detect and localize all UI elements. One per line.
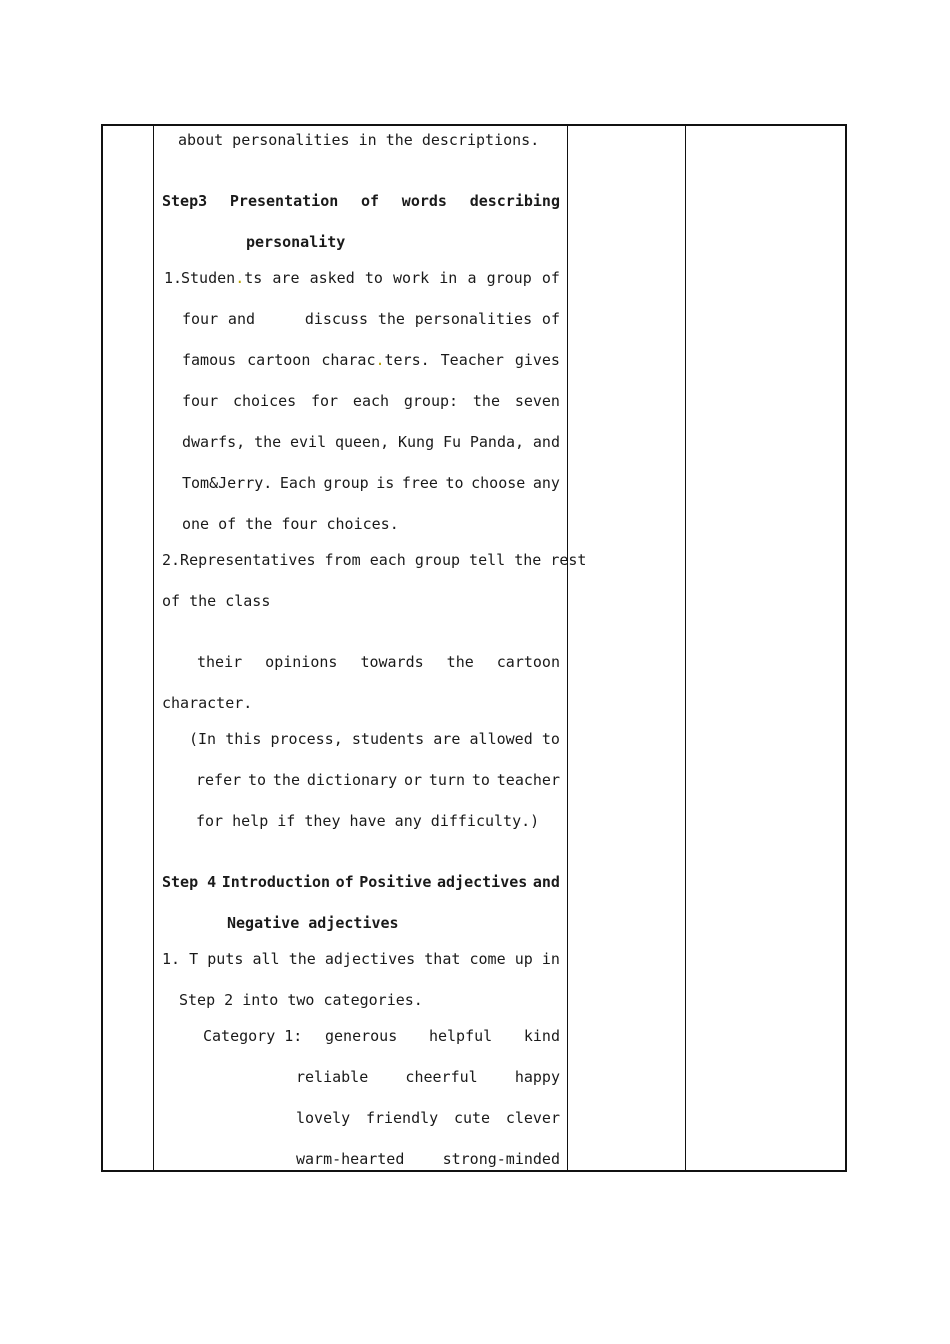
step4-heading: Step 4 Introduction of Positive adjectives and bbox=[162, 873, 560, 891]
step3-item1-line: famous cartoon charac.ters. Teacher gives bbox=[182, 351, 560, 369]
column-divider bbox=[685, 124, 686, 1172]
step3-note-line3: for help if they have any difficulty.) bbox=[196, 812, 540, 830]
category-row: reliable cheerful happy bbox=[296, 1068, 560, 1086]
step3-heading-line2: personality bbox=[246, 233, 346, 251]
step3-note-line2: refer to the dictionary or turn to teacher bbox=[196, 771, 560, 789]
step3-item1-line: dwarfs, the evil queen, Kung Fu Panda, and bbox=[182, 433, 560, 451]
step3-item1-line: Studen.ts are asked to work in a group of bbox=[181, 269, 560, 287]
category-row: lovely friendly cute clever bbox=[296, 1109, 560, 1127]
step4-item1-line1: 1. T puts all the adjectives that come up in bbox=[162, 950, 560, 968]
item-number: 1. bbox=[164, 269, 183, 287]
step3-note-line1: (In this process, students are allowed to bbox=[189, 730, 560, 748]
column-divider bbox=[153, 124, 154, 1172]
step3-item2-line3: their opinions towards the cartoon bbox=[197, 653, 560, 671]
procedure-cell bbox=[162, 124, 587, 1172]
step3-item1-line: four choices for each group: the seven bbox=[182, 392, 560, 410]
step3-item2-line1: 2.Representatives from each group tell the rest bbox=[162, 551, 587, 569]
step3-item1-line: four and discuss the personalities of bbox=[182, 310, 560, 328]
intro-tail-text: about personalities in the descriptions. bbox=[178, 131, 540, 149]
step3-heading: Step3 Presentation of words describing bbox=[162, 192, 560, 210]
category-row: generous helpful kind bbox=[325, 1027, 560, 1045]
step4-item1-line2: Step 2 into two categories. bbox=[179, 991, 423, 1009]
category-row: warm-hearted strong-minded bbox=[296, 1150, 560, 1168]
category-label: Category 1: bbox=[203, 1027, 303, 1045]
column-divider bbox=[567, 124, 568, 1172]
step3-item2-line2: of the class bbox=[162, 592, 271, 610]
step3-item1-line: Tom&Jerry. Each group is free to choose any bbox=[182, 474, 560, 492]
step3-item2-line4: character. bbox=[162, 694, 253, 712]
step3-item1-last-line: one of the four choices. bbox=[182, 515, 399, 533]
step4-heading-line2: Negative adjectives bbox=[227, 914, 399, 932]
